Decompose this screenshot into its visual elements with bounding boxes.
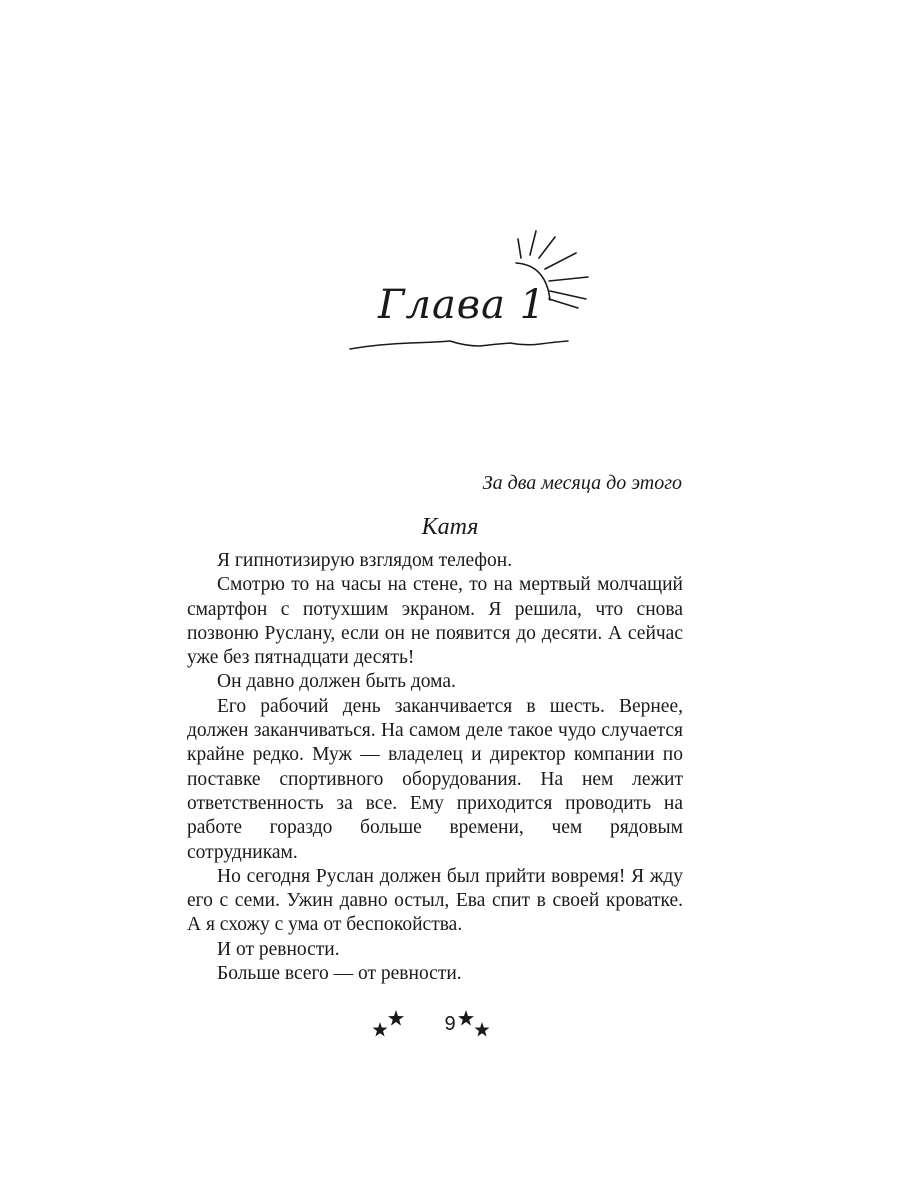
chapter-title: Глава 1	[378, 282, 547, 328]
chapter-body-text	[187, 549, 683, 986]
time-note: За два месяца до этого	[482, 472, 682, 494]
page-number: 9	[444, 1013, 456, 1035]
pov-character-name: Катя	[421, 514, 479, 540]
paragraph: Он давно должен быть дома.	[217, 671, 456, 693]
paragraph: Я гипнотизирую взглядом телефон.	[217, 550, 513, 571]
wave-underline-icon	[350, 341, 568, 349]
paragraph: И от ревности.	[217, 938, 340, 960]
paragraph: Смотрю то на часы на стене, то на мертвый молчащий смартфон с потухшим экраном. Я решила, что снова позвоню Руслану, если он не появится до десяти. А сейчас уже без пятнадцати десять!	[187, 574, 683, 669]
paragraph: Его рабочий день заканчивается в шесть. Вернее, должен заканчиваться. На самом деле такое чудо случается крайне редко. Муж — владелец и директор компании по поставке спортивного оборудования. На нем лежит ответственность за все. Ему приходится проводить на работе гораздо больше времени, чем рядовым сотрудникам.	[187, 695, 683, 863]
paragraph: Но сегодня Руслан должен был прийти вовремя! Я жду его с семи. Ужин давно остыл, Ева спит в своей кроватке. А я схожу с ума от беспокойства.	[187, 865, 683, 936]
paragraph: Больше всего — от ревности.	[217, 963, 462, 985]
